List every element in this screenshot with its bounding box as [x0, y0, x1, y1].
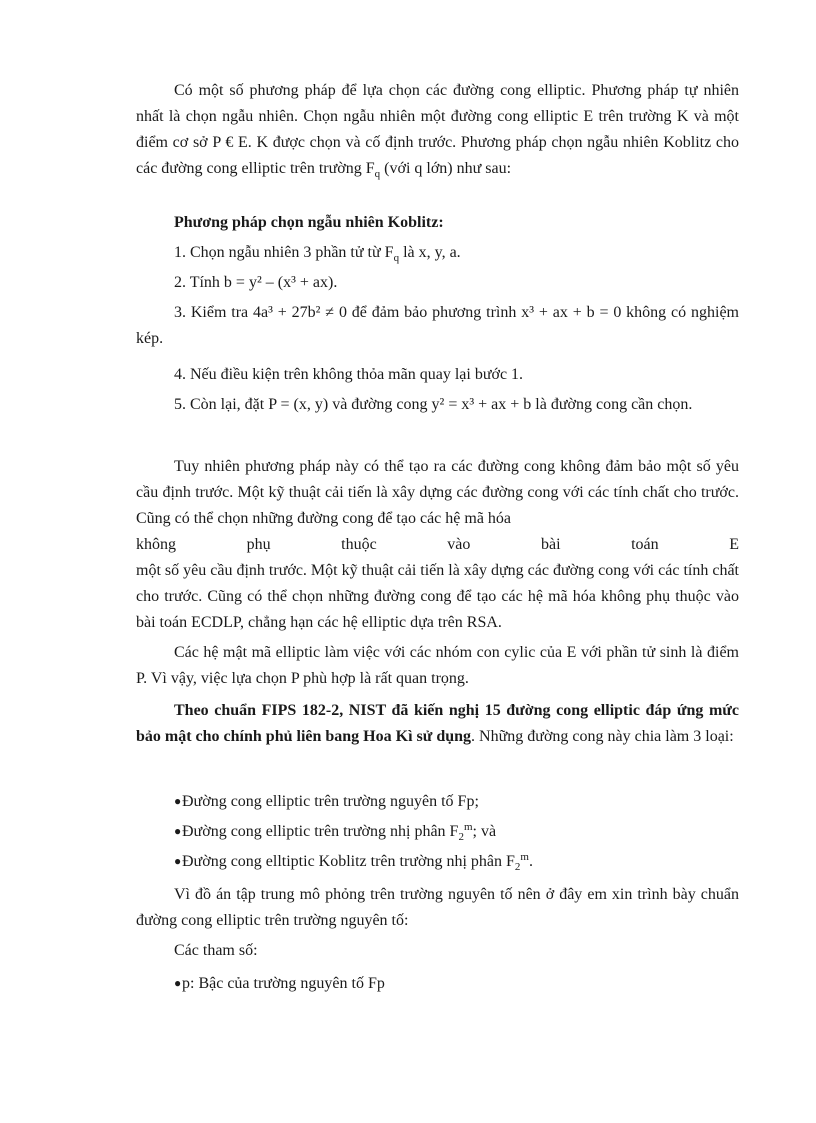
bullet-icon: ● [174, 854, 182, 868]
spread-word: thuộc [341, 536, 377, 553]
paragraph-3: Các hệ mật mã elliptic làm việc với các nhóm con cylic của E với phần tử sinh là điểm P. Vì vậy, việc lựa chọn P phù hợp là rất quan trọng. [136, 644, 739, 687]
bullet-icon: ● [174, 976, 182, 990]
paragraph-2-continued: một số yêu cầu định trước. Một kỹ thuật cải tiến là xây dựng các đường cong với các tính chất cho trước. Cũng có thể chọn những đường cong để tạo các hệ mã hóa không phụ thuộc vào bài toán ECDLP, chẳng hạn các hệ elliptic dựa trên RSA. [136, 562, 739, 631]
spread-word: E [729, 536, 739, 553]
bullet-item-fp: ●Đường cong elliptic trên trường nguyên tố Fp; [174, 788, 479, 815]
spread-word: phụ [246, 536, 271, 553]
step-1: 1. Chọn ngẫu nhiên 3 phần tử từ $F_q$ là x, y, a. [174, 244, 461, 264]
bullet-icon: ● [174, 794, 182, 808]
paragraph-2 [136, 454, 739, 636]
bullet-item-binary: ●Đường cong elliptic trên trường nhị phân $F_2^m$; và [174, 818, 496, 845]
step-2: 2. Tính b = y² – (x³ + ax). [174, 274, 338, 291]
params-label: Các tham số: [174, 942, 258, 959]
step-5: 5. Còn lại, đặt P = (x, y) và đường cong y² = x³ + ax + b là đường cong cần chọn. [174, 396, 693, 413]
intro-paragraph: Có một số phương pháp để lựa chọn các đường cong elliptic. Phương pháp tự nhiên nhất là chọn ngẫu nhiên. Chọn ngẫu nhiên một đường cong elliptic E trên trường K và một điểm cơ sở P € E. K được chọn và cố định trước. Phương pháp chọn ngẫu nhiên Koblitz cho các đường cong elliptic trên trường $F_q$ (với q lớn) như sau: [136, 82, 739, 180]
paragraph-5: Vì đồ án tập trung mô phỏng trên trường nguyên tố nên ở đây em xin trình bày chuẩn đường cong elliptic trên trường nguyên tố: [136, 886, 739, 929]
param-p: ●p: Bậc của trường nguyên tố Fp [174, 970, 385, 997]
fips-bold-text: Theo chuẩn FIPS 182-2, NIST đã kiến nghị 15 đường cong elliptic đáp ứng mức bảo mật cho chính phủ liên bang Hoa Kì sử dụng [136, 702, 739, 745]
method-title: Phương pháp chọn ngẫu nhiên Koblitz: [174, 214, 444, 231]
step-3: 3. Kiểm tra 4a³ + 27b² ≠ 0 để đảm bảo phương trình x³ + ax + b = 0 không có nghiệm kép. [136, 304, 739, 347]
paragraph-2-main: Tuy nhiên phương pháp này có thể tạo ra các đường cong không đảm bảo một số yêu cầu định trước. Một kỹ thuật cải tiến là xây dựng các đường cong với các tính chất cho trước. Cũng có thể chọn những đường cong để tạo các hệ mã hóa [136, 458, 739, 527]
fips-paragraph: Theo chuẩn FIPS 182-2, NIST đã kiến nghị 15 đường cong elliptic đáp ứng mức bảo mật cho chính phủ liên bang Hoa Kì sử dụng. Những đường cong này chia làm 3 loại: [136, 702, 739, 745]
spread-word: bài [540, 536, 561, 553]
step-4: 4. Nếu điều kiện trên không thỏa mãn quay lại bước 1. [174, 366, 524, 383]
bullet-item-koblitz: ●Đường cong elltiptic Koblitz trên trường nhị phân $F_2^m$. [174, 848, 533, 875]
spread-word: vào [447, 536, 471, 553]
spread-word: toán [631, 536, 659, 553]
bullet-icon: ● [174, 824, 182, 838]
paragraph-2-spread-line [136, 532, 739, 558]
spread-word: không [136, 536, 176, 553]
